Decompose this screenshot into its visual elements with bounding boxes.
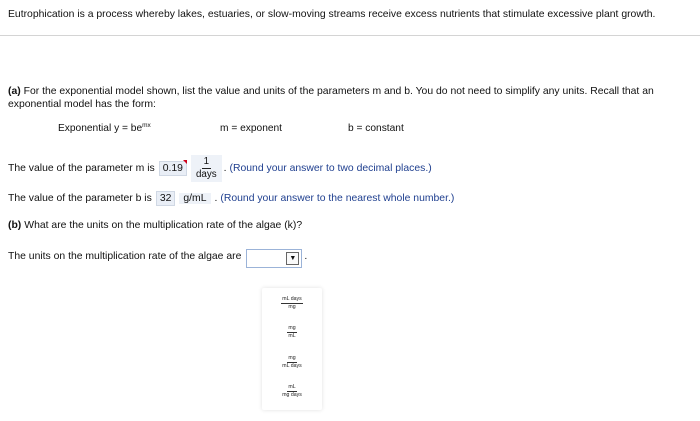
m-prefix: The value of the parameter m is (8, 163, 155, 174)
m-unit-numerator: 1 (203, 156, 210, 167)
b-hint-lead: . (214, 193, 218, 204)
b-prefix: The value of the parameter b is (8, 193, 152, 204)
units-dropdown-menu (262, 288, 322, 410)
m-value-input[interactable]: 0.19 (159, 161, 187, 176)
part-b-answer-line (8, 247, 307, 266)
m-definition: m = exponent (220, 123, 283, 134)
intro-text: Eutrophication is a process whereby lakes, estuaries, or slow-moving streams receive excess nutrients that stimulate excessive plant growth. (8, 9, 656, 20)
part-a-prompt (8, 85, 692, 111)
b-definition: b = constant (348, 123, 404, 134)
part-b-trailing: . (304, 251, 308, 262)
part-b-label: (b) (8, 220, 22, 231)
units-select[interactable] (246, 249, 302, 268)
dropdown-option-1[interactable] (262, 296, 322, 310)
m-hint: (Round your answer to two decimal places.) (229, 163, 432, 174)
part-a-label: (a) (8, 86, 21, 97)
dropdown-option-3[interactable] (262, 355, 322, 369)
dropdown-option-4[interactable] (262, 384, 322, 398)
option-3-numerator: mg (288, 355, 296, 361)
b-value-input[interactable]: 32 (156, 191, 176, 206)
option-4-numerator: mL (288, 384, 296, 390)
option-1-denominator: mg (288, 303, 296, 310)
m-unit-fraction[interactable] (191, 155, 222, 182)
formula-label: Exponential y = be (58, 123, 143, 134)
b-hint: (Round your answer to the nearest whole number.) (220, 193, 455, 204)
formula (58, 123, 151, 134)
option-2-denominator: mL (288, 332, 296, 339)
option-2-numerator: mg (288, 325, 296, 331)
option-3-denominator: mL days (282, 362, 302, 369)
dropdown-option-2[interactable] (262, 325, 322, 339)
m-hint-lead: . (223, 163, 227, 174)
option-4-denominator: mg days (282, 391, 302, 398)
part-b-question: What are the units on the multiplication rate of the algae (k)? (24, 220, 303, 231)
dropdown-arrow-icon[interactable]: ▼ (286, 252, 299, 265)
m-answer-line (8, 155, 432, 182)
formula-exponent: mx (142, 122, 151, 129)
m-unit-denominator: days (195, 169, 217, 180)
part-b-prompt (8, 220, 302, 231)
b-unit-field[interactable]: g/mL (179, 193, 210, 204)
part-a-text: For the exponential model shown, list the value and units of the parameters m and b. You do not need to simplify any units. Recall that an exponential model has the form: (8, 86, 654, 110)
divider (0, 35, 700, 36)
b-answer-line (8, 191, 454, 206)
part-b-answer-prefix: The units on the multiplication rate of the algae are (8, 251, 242, 262)
option-1-numerator: mL days (282, 296, 302, 302)
